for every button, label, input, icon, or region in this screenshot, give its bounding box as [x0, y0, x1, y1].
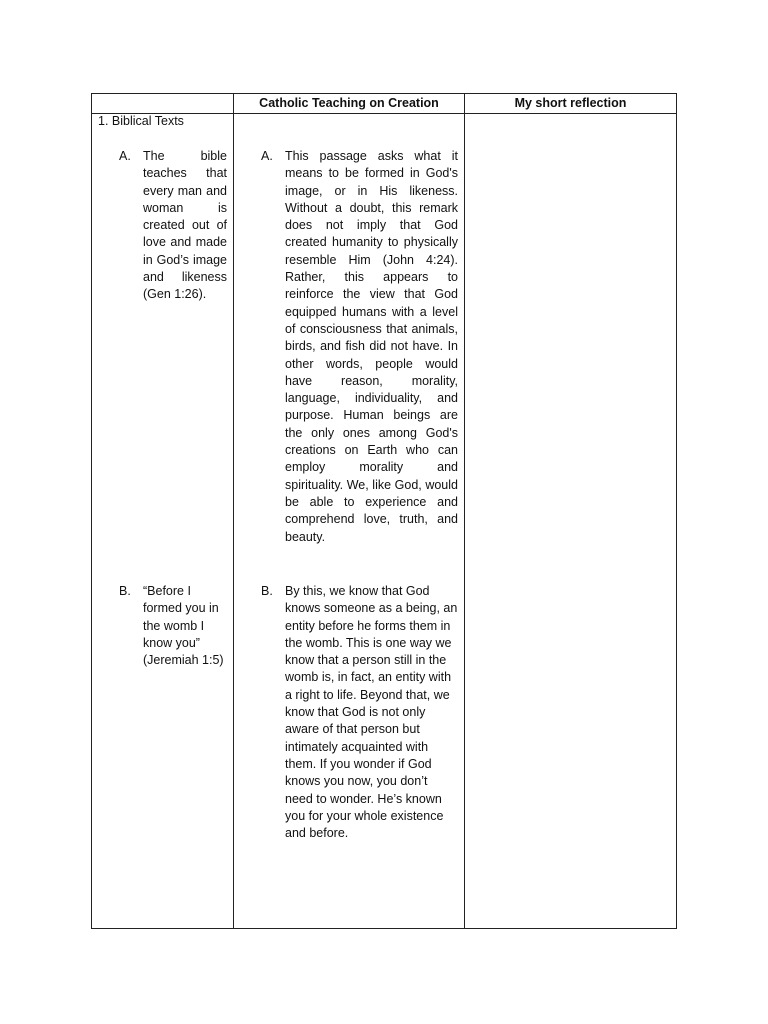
section-title: 1. Biblical Texts: [98, 114, 184, 128]
teaching-a-marker: A.: [261, 149, 273, 163]
teaching-b-text: By this, we know that God knows someone as a being, an entity before he forms them in the womb. This is one way we know that a person still in the womb is, in fact, an entity with a right to life. Beyond that, we know that God is not only aware of that person but intimately acquainted with them. If you wonder if God knows you now, you don’t need to wonder. He’s known you for your whole existence and before.: [285, 584, 458, 841]
item-a-marker: A.: [119, 149, 131, 163]
header-col-1: [92, 94, 233, 113]
item-a-bible-text: The bible teaches that every man and woman is created out of love and made in God’s image and likeness (Gen 1:26).: [143, 149, 227, 302]
teaching-a-text: This passage asks what it means to be formed in God's image, or in His likeness. Without a doubt, this remark does not imply that God created humanity to physically resemble Him (John 4:24). Rather, this appears to reinforce the view that God equipped humans with a level of consciousness that animals, birds, and fish did not have. In other words, people would have reason, morality, language, individuality, and purpose. Human beings are the only ones among God's creations on Earth who can employ morality and spirituality. We, like God, would be able to experience and comprehend love, truth, and beauty.: [285, 149, 458, 544]
header-my-reflection: My short reflection: [514, 96, 627, 110]
column-divider-2: [464, 94, 465, 928]
header-catholic-teaching: Catholic Teaching on Creation: [259, 96, 439, 110]
reflection-table: [91, 93, 677, 929]
item-b-bible-text: “Before I formed you in the womb I know you” (Jeremiah 1:5): [143, 584, 224, 668]
item-b-marker: B.: [119, 584, 131, 598]
teaching-b-marker: B.: [261, 584, 273, 598]
column-divider-1: [233, 94, 234, 928]
